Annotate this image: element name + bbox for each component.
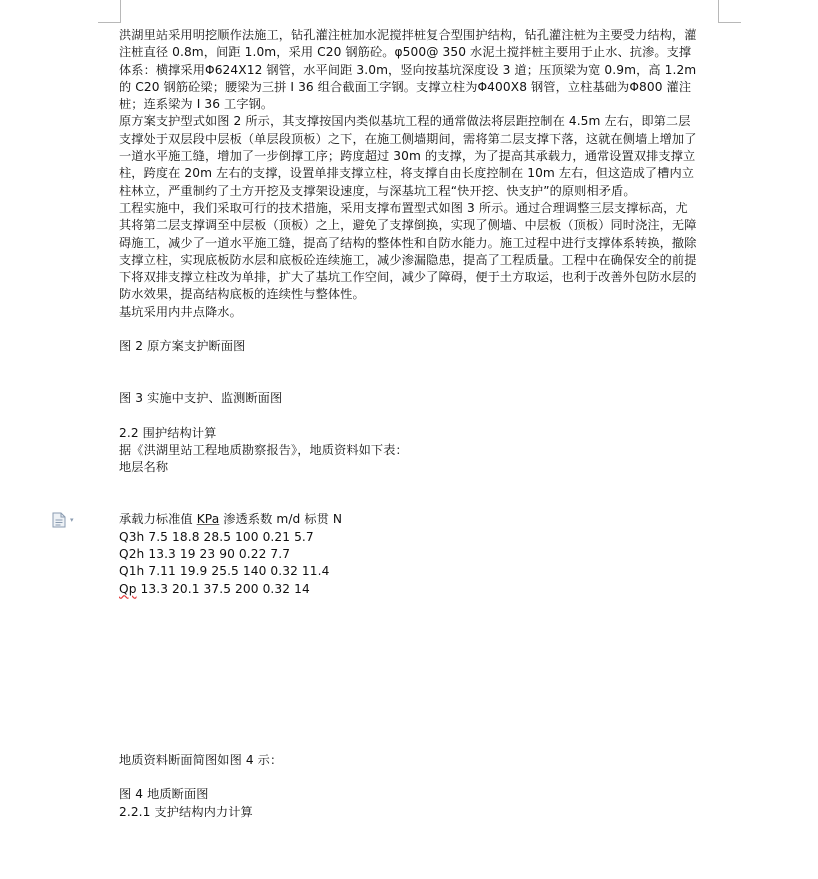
figure-caption-2: 图 2 原方案支护断面图 (119, 339, 246, 354)
table-row (119, 581, 699, 598)
figure-caption-4: 图 4 地质断面图 (119, 787, 209, 802)
row-label: Q2h (119, 546, 145, 561)
row-label-spellcheck: Qp (119, 581, 137, 596)
paragraph-implementation: 工程实施中，我们采取可行的技术措施，采用支撑布置型式如图 3 所示。通过合理调整三层支撑标高，尤其将第二层支撑调至中层板（顶板）之上，避免了支撑倒换，实现了侧墙、中层板（顶板）同时浇注，无障碍施工，减少了一道水平施工缝，提高了结构的整体性和自防水能力。施工过程中进行支撑体系转换，撤除支撑立柱，实现底板防水层和底板砼连续施工，减少渗漏隐患，提高了工程质量。工程中在确保安全的前提下将双排支撑立柱改为单排，扩大了基坑工作空间，减少了障碍，便于土方取运，也利于改善外包防水层的防水效果，提高结构底板的连续性与整体性。 (119, 200, 697, 302)
row-values: 13.3 20.1 37.5 200 0.32 14 (140, 581, 310, 596)
table-row (119, 563, 699, 580)
page-corner-top-left (98, 0, 121, 23)
figure-caption-3: 图 3 实施中支护、监测断面图 (119, 391, 283, 406)
header-text-post: 渗透系数 m/d 标贯 N (219, 512, 343, 527)
header-text-pre: 承载力标准值 (119, 512, 197, 527)
table-row (119, 529, 699, 546)
section-heading-2-2-1: 2.2.1 支护结构内力计算 (119, 804, 253, 819)
document-icon (52, 512, 66, 528)
section-heading-2-2: 2.2 围护结构计算 (119, 425, 217, 440)
paragraph-original-scheme: 原方案支护型式如图 2 所示，其支撑按国内类似基坑工程的通常做法将层距控制在 4.5m 左右，即第二层支撑处于双层段中层板（单层段顶板）之下，在施工侧墙期间，需将第二层支撑下落，这就在侧墙上增加了一道水平施工缝，增加了一步倒撑工序；跨度超过 30m 的支撑，为了提高其承载力，通常设置双排支撑立柱，跨度在 20m 左右的支撑，设置单排支撑立柱，将支撑自由长度控制在 10m 左右，但这造成了槽内立柱林立，严重制约了土方开挖及支撑架设速度，与深基坑工程“快开挖、快支护”的原则相矛盾。 (119, 114, 697, 198)
paragraph-dewatering: 基坑采用内井点降水。 (119, 304, 242, 319)
page-corner-top-right (718, 0, 741, 23)
table-row (119, 546, 699, 563)
row-label: Q1h (119, 564, 145, 579)
document-page (119, 27, 699, 821)
profile-note: 地质资料断面简图如图 4 示： (119, 752, 283, 767)
row-label: Q3h (119, 529, 145, 544)
table-header (119, 511, 699, 528)
geology-intro: 据《洪湖里站工程地质勘察报告》，地质资料如下表： (119, 443, 408, 458)
chevron-down-icon: ▾ (70, 516, 74, 524)
header-unit-kpa: KPa (196, 512, 220, 527)
paragraph-structure: 洪湖里站采用明挖顺作法施工，钻孔灌注桩加水泥搅拌桩复合型围护结构，钻孔灌注桩为主要受力结构，灌注桩直径 0.8m，间距 1.0m，采用 C20 钢筋砼。φ500@ 350 水泥土搅拌桩主要用于止水、抗渗。支撑体系：横撑采用Φ624X12 钢管，水平间距 3.0m，竖向按基坑深度设 3 道；压顶梁为宽 0.9m，高 1.2m 的 C20 钢筋砼梁；腰梁为三拼 I 36 组合截面工字钢。支撑立柱为Φ400X8 钢管，立柱基础为Φ800 灌注桩；连系梁为 I 36 工字钢。 (119, 28, 697, 112)
row-values: 7.5 18.8 28.5 100 0.21 5.7 (148, 529, 314, 544)
paragraph-options-button[interactable] (52, 512, 80, 528)
row-values: 13.3 19 23 90 0.22 7.7 (148, 546, 291, 561)
row-values: 7.11 19.9 25.5 140 0.32 11.4 (148, 564, 330, 579)
layer-name-label: 地层名称 (119, 460, 169, 475)
